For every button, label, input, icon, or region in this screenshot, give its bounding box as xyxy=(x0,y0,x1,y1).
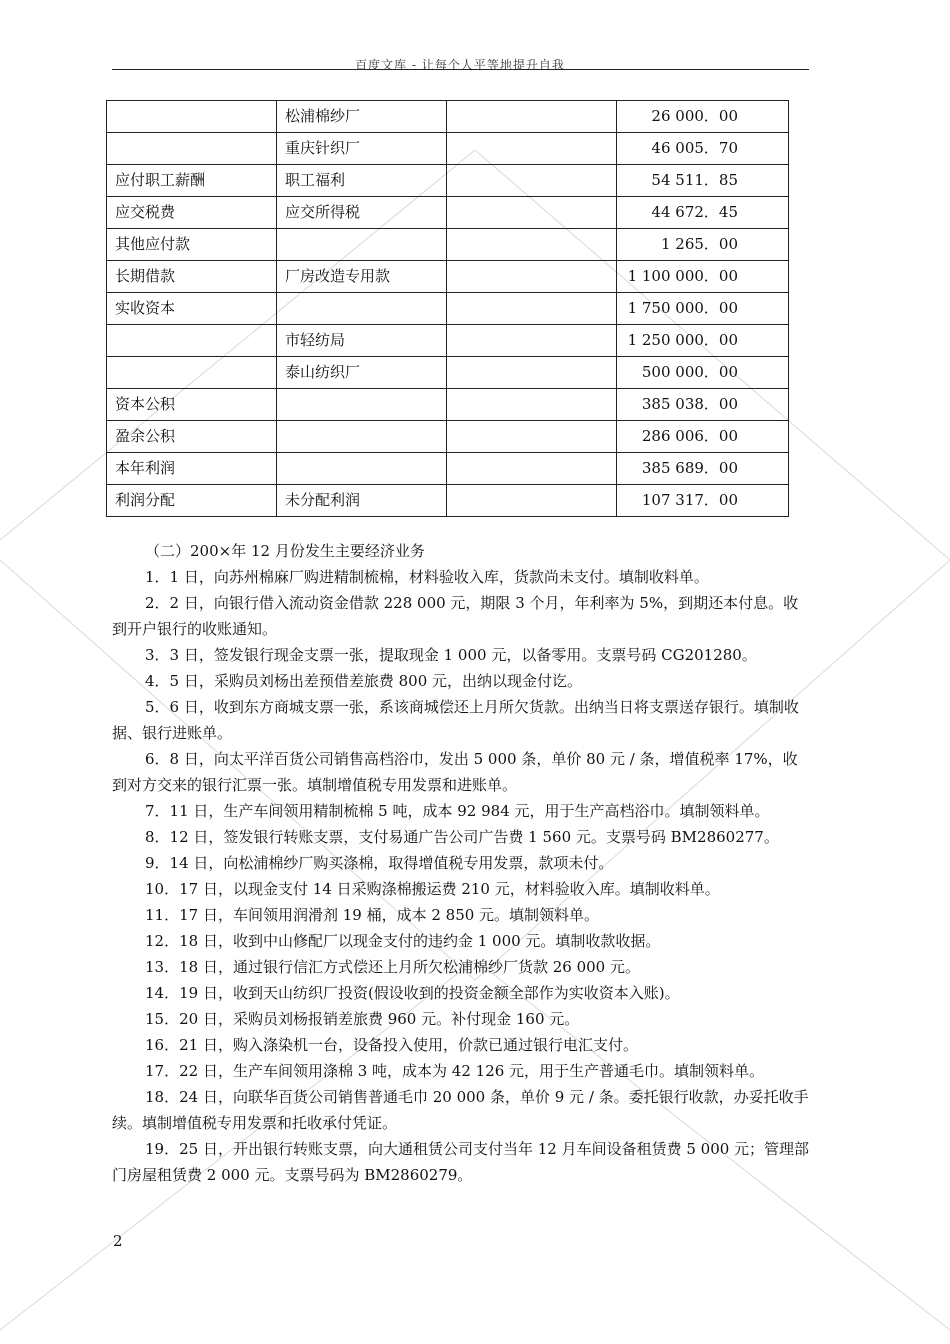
ledger-table xyxy=(106,100,789,517)
amount-cell: 1 100 000．00 xyxy=(617,261,789,293)
transaction-item: 19．25 日，开出银行转账支票，向大通租赁公司支付当年 12 月车间设备租赁费 5 000 元；管理部门房屋租赁费 2 000 元。支票号码为 BM2860279。 xyxy=(112,1140,810,1184)
section-heading: （二）200×年 12 月份发生主要经济业务 xyxy=(145,542,425,560)
transaction-item: 15．20 日，采购员刘杨报销差旅费 960 元。补付现金 160 元。 xyxy=(145,1010,580,1028)
business-transactions-text xyxy=(112,538,812,1188)
transaction-item: 17．22 日，生产车间领用涤棉 3 吨，成本为 42 126 元，用于生产普通毛巾。填制领料单。 xyxy=(145,1062,765,1080)
header-rule xyxy=(112,69,809,70)
ledger-row xyxy=(107,261,789,293)
account-cell: 盈余公积 xyxy=(107,421,277,453)
amount-cell: 500 000．00 xyxy=(617,357,789,389)
amount-cell: 1 250 000．00 xyxy=(617,325,789,357)
ledger-row xyxy=(107,165,789,197)
ledger-row xyxy=(107,325,789,357)
sub-account-cell: 厂房改造专用款 xyxy=(277,261,447,293)
ledger-row xyxy=(107,197,789,229)
amount-cell: 46 005．70 xyxy=(617,133,789,165)
sub-account-cell xyxy=(277,453,447,485)
blank-cell xyxy=(447,421,617,453)
account-cell: 利润分配 xyxy=(107,485,277,517)
ledger-row xyxy=(107,389,789,421)
transaction-item: 5．6 日，收到东方商城支票一张，系该商城偿还上月所欠货款。出纳当日将支票送存银行。填制收据、银行进账单。 xyxy=(112,698,799,742)
transaction-item: 14．19 日，收到天山纺织厂投资(假设收到的投资金额全部作为实收资本入账)。 xyxy=(145,984,680,1002)
amount-cell: 1 750 000．00 xyxy=(617,293,789,325)
ledger-row xyxy=(107,357,789,389)
blank-cell xyxy=(447,293,617,325)
account-cell: 其他应付款 xyxy=(107,229,277,261)
transaction-item: 6．8 日，向太平洋百货公司销售高档浴巾，发出 5 000 条，单价 80 元 / 条，增值税率 17%，收到对方交来的银行汇票一张。填制增值税专用发票和进账单。 xyxy=(112,750,798,794)
ledger-row xyxy=(107,485,789,517)
account-cell xyxy=(107,101,277,133)
account-cell xyxy=(107,357,277,389)
sub-account-cell xyxy=(277,229,447,261)
blank-cell xyxy=(447,133,617,165)
account-cell: 应付职工薪酬 xyxy=(107,165,277,197)
account-cell: 实收资本 xyxy=(107,293,277,325)
ledger-row xyxy=(107,421,789,453)
blank-cell xyxy=(447,229,617,261)
blank-cell xyxy=(447,325,617,357)
amount-cell: 385 689．00 xyxy=(617,453,789,485)
amount-cell: 26 000．00 xyxy=(617,101,789,133)
sub-account-cell: 泰山纺织厂 xyxy=(277,357,447,389)
account-cell xyxy=(107,133,277,165)
page-header: 百度文库 - 让每个人平等地提升自我 xyxy=(355,58,565,72)
sub-account-cell: 职工福利 xyxy=(277,165,447,197)
sub-account-cell xyxy=(277,421,447,453)
sub-account-cell xyxy=(277,293,447,325)
blank-cell xyxy=(447,453,617,485)
account-cell: 应交税费 xyxy=(107,197,277,229)
sub-account-cell: 重庆针织厂 xyxy=(277,133,447,165)
account-cell xyxy=(107,325,277,357)
transaction-item: 2．2 日，向银行借入流动资金借款 228 000 元，期限 3 个月，年利率为 5%，到期还本付息。收到开户银行的收账通知。 xyxy=(112,594,799,638)
transaction-item: 1．1 日，向苏州棉麻厂购进精制梳棉，材料验收入库，货款尚未支付。填制收料单。 xyxy=(145,568,709,586)
amount-cell: 1 265．00 xyxy=(617,229,789,261)
transaction-item: 11．17 日，车间领用润滑剂 19 桶，成本 2 850 元。填制领料单。 xyxy=(145,906,600,924)
sub-account-cell: 应交所得税 xyxy=(277,197,447,229)
transaction-item: 18．24 日，向联华百货公司销售普通毛巾 20 000 条，单价 9 元 / 条。委托银行收款，办妥托收手续。填制增值税专用发票和托收承付凭证。 xyxy=(112,1088,809,1132)
transaction-item: 4．5 日，采购员刘杨出差预借差旅费 800 元，出纳以现金付讫。 xyxy=(145,672,583,690)
transaction-item: 3．3 日，签发银行现金支票一张，提取现金 1 000 元，以备零用。支票号码 CG201280。 xyxy=(145,646,757,664)
sub-account-cell xyxy=(277,389,447,421)
transaction-item: 10．17 日，以现金支付 14 日采购涤棉搬运费 210 元，材料验收入库。填制收料单。 xyxy=(145,880,720,898)
ledger-row xyxy=(107,229,789,261)
blank-cell xyxy=(447,261,617,293)
ledger-row xyxy=(107,101,789,133)
account-cell: 本年利润 xyxy=(107,453,277,485)
transaction-item: 9．14 日，向松浦棉纱厂购买涤棉，取得增值税专用发票，款项未付。 xyxy=(145,854,614,872)
amount-cell: 107 317．00 xyxy=(617,485,789,517)
blank-cell xyxy=(447,101,617,133)
sub-account-cell: 未分配利润 xyxy=(277,485,447,517)
blank-cell xyxy=(447,389,617,421)
ledger-row xyxy=(107,453,789,485)
transaction-item: 7．11 日，生产车间领用精制梳棉 5 吨，成本 92 984 元，用于生产高档浴巾。填制领料单。 xyxy=(145,802,770,820)
amount-cell: 44 672．45 xyxy=(617,197,789,229)
blank-cell xyxy=(447,197,617,229)
transaction-item: 8．12 日，签发银行转账支票，支付易通广告公司广告费 1 560 元。支票号码 BM2860277。 xyxy=(145,828,779,846)
ledger-row xyxy=(107,293,789,325)
amount-cell: 286 006．00 xyxy=(617,421,789,453)
transaction-item: 16．21 日，购入涤染机一台，设备投入使用，价款已通过银行电汇支付。 xyxy=(145,1036,638,1054)
amount-cell: 54 511．85 xyxy=(617,165,789,197)
blank-cell xyxy=(447,165,617,197)
ledger-row xyxy=(107,133,789,165)
transaction-item: 13．18 日，通过银行信汇方式偿还上月所欠松浦棉纱厂货款 26 000 元。 xyxy=(145,958,640,976)
transaction-item: 12．18 日，收到中山修配厂以现金支付的违约金 1 000 元。填制收款收据。 xyxy=(145,932,661,950)
page-number: 2 xyxy=(113,1232,123,1250)
amount-cell: 385 038．00 xyxy=(617,389,789,421)
sub-account-cell: 松浦棉纱厂 xyxy=(277,101,447,133)
blank-cell xyxy=(447,485,617,517)
sub-account-cell: 市轻纺局 xyxy=(277,325,447,357)
blank-cell xyxy=(447,357,617,389)
account-cell: 长期借款 xyxy=(107,261,277,293)
account-cell: 资本公积 xyxy=(107,389,277,421)
